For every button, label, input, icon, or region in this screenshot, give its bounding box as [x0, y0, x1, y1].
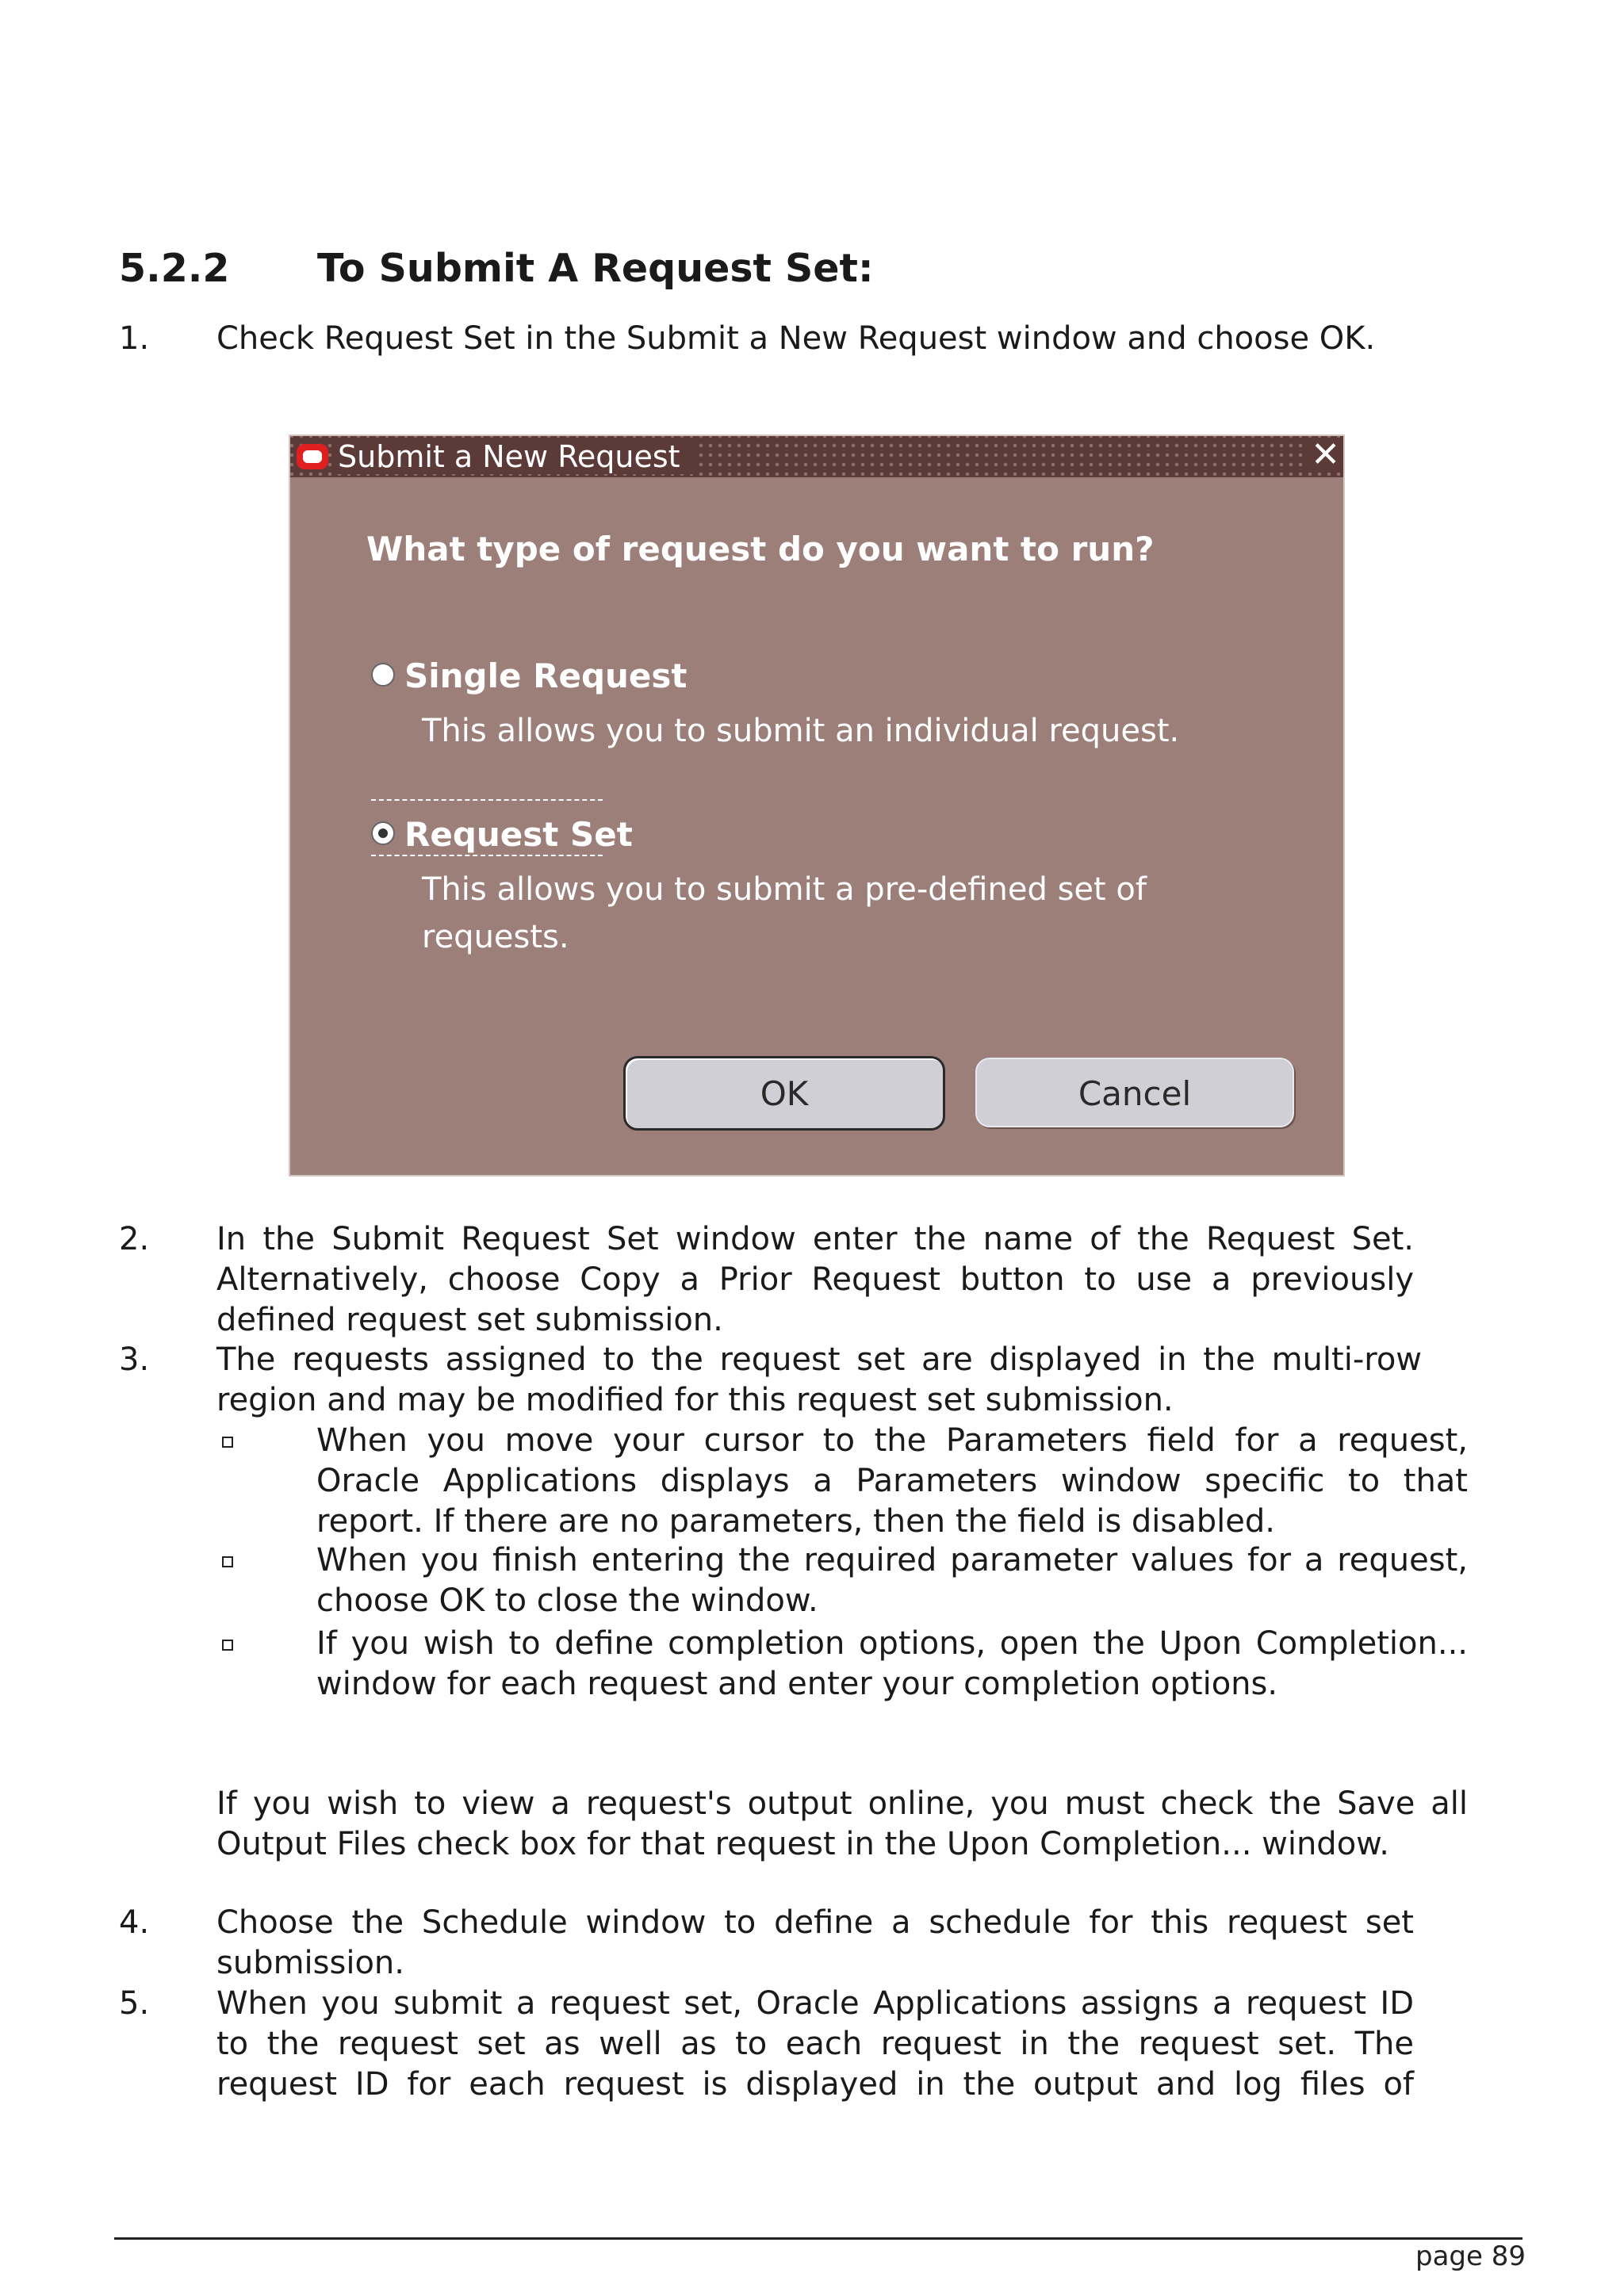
focus-indicator-top: [371, 799, 603, 801]
request-set-description-line: requests.: [422, 919, 569, 955]
single-request-label: Single Request: [404, 656, 688, 695]
step-number: 2.: [119, 1221, 150, 1257]
step-text: In the Submit Request Set window enter the name of the Request Set. Alternatively, choose Copy a Prior Request button to use a previously defined request set submission.: [216, 1221, 1414, 1338]
request-set-label: Request Set: [404, 815, 633, 854]
step-text: When you submit a request set, Oracle Applications assigns a request ID to the request set as well as to each request in the request set. The request ID for each request is displayed in the output and log files of: [216, 1985, 1414, 2103]
bullet-icon: [222, 1556, 233, 1567]
step-number: 5.: [119, 1985, 150, 2022]
request-set-description: [422, 866, 1147, 961]
single-request-radio[interactable]: [371, 663, 395, 687]
bullet-text: When you move your cursor to the Parameters field for a request, Oracle Applications displays a Parameters window specific to that report. If there are no parameters, then the field is disabled.: [316, 1422, 1468, 1540]
step-number: 1.: [119, 320, 150, 357]
close-icon[interactable]: ✕: [1308, 438, 1343, 473]
bullet-text: If you wish to define completion options, open the Upon Completion... window for each request and enter your completion options.: [316, 1625, 1468, 1702]
step-text: Choose the Schedule window to define a schedule for this request set submission.: [216, 1904, 1414, 1981]
step-text: The requests assigned to the request set are displayed in the multi-row region and may be modified for this request set submission.: [216, 1341, 1422, 1418]
footer-rule: [114, 2237, 1522, 2240]
bullet-icon: [222, 1437, 233, 1448]
single-request-description: This allows you to submit an individual request.: [422, 713, 1180, 749]
section-number: 5.2.2: [119, 246, 230, 291]
note-paragraph: If you wish to view a request's output online, you must check the Save all Output Files check box for that request in the Upon Completion... window.: [216, 1785, 1468, 1862]
dialog-title: Submit a New Request: [338, 439, 696, 474]
section-title: To Submit A Request Set:: [317, 246, 874, 291]
step-number: 4.: [119, 1904, 150, 1941]
dialog-question: What type of request do you want to run?: [366, 530, 1155, 568]
cancel-button[interactable]: Cancel: [975, 1058, 1294, 1127]
submit-new-request-dialog: [289, 434, 1345, 1177]
bullet-icon: [222, 1640, 233, 1651]
oracle-logo-icon: [297, 444, 328, 469]
page-number: page 89: [1415, 2241, 1526, 2272]
step-number: 3.: [119, 1341, 150, 1378]
ok-button[interactable]: OK: [623, 1056, 945, 1131]
request-set-radio[interactable]: [371, 821, 395, 845]
focus-indicator-bottom: [371, 855, 603, 856]
bullet-text: When you finish entering the required parameter values for a request, choose OK to close the window.: [316, 1542, 1468, 1619]
request-set-description-line: This allows you to submit a pre-defined set of: [422, 871, 1147, 908]
dialog-titlebar: [290, 436, 1343, 477]
step-text: Check Request Set in the Submit a New Request window and choose OK.: [216, 320, 1376, 357]
